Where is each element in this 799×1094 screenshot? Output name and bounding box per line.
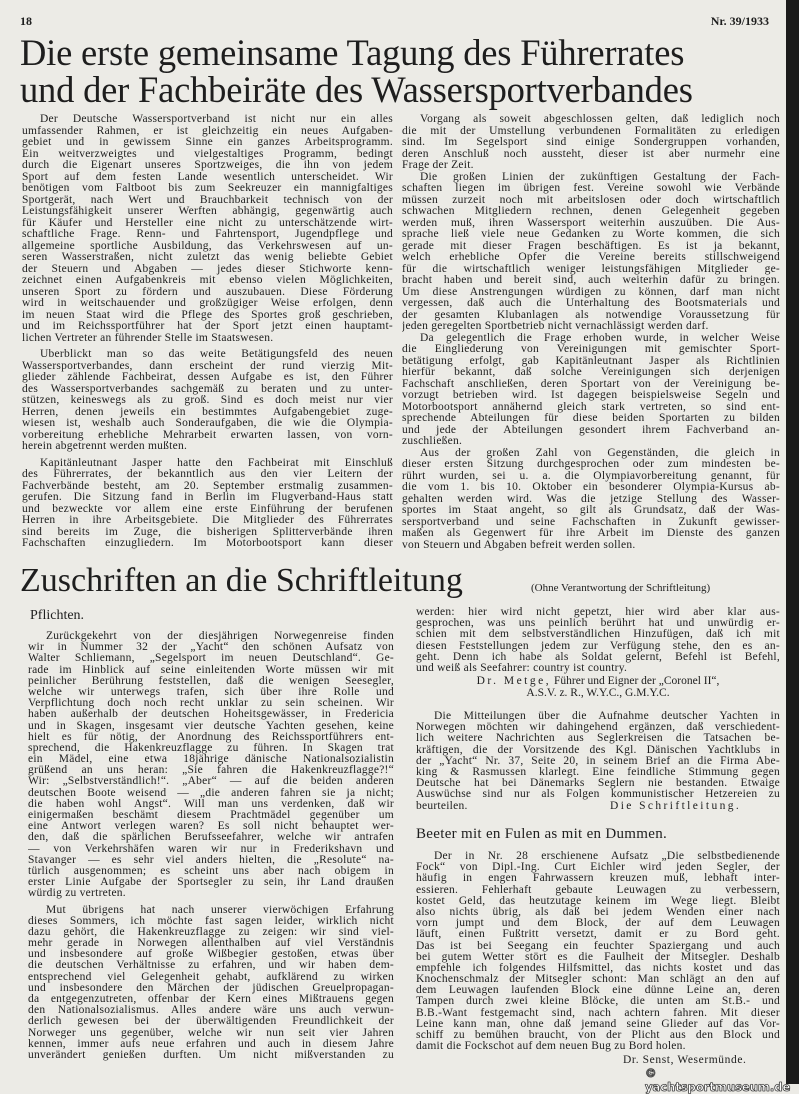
text-line: Herren in ihre Arbeitsgebiete. Die Mitglieder des Führerrates <box>22 515 393 526</box>
text-line: die deutschen Verhältnisse zu erfahren, und wir haben dem- <box>28 960 394 972</box>
text-line: dieses Sommers, ich möchte fast sagen leider, wirklich nicht <box>28 915 394 927</box>
text-line: jeden geregelten Sportbetrieb nicht vernachlässigt werden darf. <box>402 321 709 332</box>
text-line: Da gelegentlich die Frage erhoben wurde, in welcher Weise <box>420 332 780 344</box>
text-line: sind. Im Segelsport sind einige Sondergruppen vorhanden, <box>402 137 780 148</box>
text-line: die Eingliederung von Vereinigungen mit gemischter Sport- <box>402 344 780 355</box>
letter-left-column <box>28 631 394 1061</box>
text-line: Deutsche hat bei Dänemarks Seglern nie bestanden. Etwaige <box>416 778 780 790</box>
text-line: damit die Fockschot auf dem neuen Bug zu Bord holen. <box>416 1041 686 1053</box>
text-line: Verpflichtung doch noch recht unklar zu sein scheinen. Wir <box>28 698 394 710</box>
text-line: Fachschaften einzugliedern. Im Motorbootsport kann dieser <box>22 538 393 549</box>
text-line: derlich gewesen bei der überwältigenden Freundlichkeit der <box>28 1016 394 1028</box>
text-line: Vorgang als soweit abgeschlossen gelten, daß lediglich noch <box>420 114 780 125</box>
text-line: werden: hier wird nicht gepetzt, hier wird aber klar aus- <box>416 607 780 618</box>
text-line: rührt wurden, sei u. a. die Olympiavorbereitung genannt, für <box>402 470 780 482</box>
text-line: umfassender Rahmen, er ist gleichzeitig ein neues Aufgaben- <box>22 125 393 137</box>
text-line: und insbesondere den Märchen der jüdischen Greuelpropagan- <box>28 982 394 994</box>
text-line: welch erhebliche Opfer die Vereine bereits stillschweigend <box>402 252 780 263</box>
paragraph <box>22 349 393 453</box>
text-line: B.B.-Want festgemacht sind, nach achtern fahren. Mit dieser <box>416 1007 780 1019</box>
text-line: Fachschaft anschließen, deren Sportart von der Vereinigung be- <box>402 378 780 390</box>
text-line: schaften liegen im übrigen fest. Vereine sowohl wie Verbände <box>402 183 780 194</box>
text-line: Überblickt man so das weite Betätigungsfeld des neuen <box>40 349 393 360</box>
text-line: also nichts übrig, als daß bei jedem Wenden einer nach <box>416 906 780 918</box>
paragraph <box>416 607 780 674</box>
text-line: haben außerhalb der deutschen Hoheitsgewässer, in Fredericia <box>28 709 394 721</box>
text-line: gerade mit dieser Fragen beschäftigen. Es ist ja bekannt, <box>402 240 780 252</box>
text-line: gebiet und in gewissem Sinne ein ganzes Arbeitsprogramm. <box>22 137 393 148</box>
text-line: würdig zu vertreten. <box>28 888 126 900</box>
text-line: die mit der Umstellung verbundenen Formalitäten zu erledigen <box>402 125 780 137</box>
text-line: den Nationalsozialismus. Alles andere wäre uns auch verwun- <box>28 1005 394 1017</box>
text-line: king & Rasmussen klarlegt. Eine feindliche Stimmung gegen <box>416 766 780 778</box>
text-line: vorbereitung erhebliche Mehrarbeit erwarten lassen, von vorn- <box>22 429 393 441</box>
text-line: der Steuern und Abgaben — jedes dieser Stichworte kenn- <box>22 263 393 275</box>
text-line: entsprechend viel Gelegenheit gehabt, aufklärend zu wirken <box>28 971 394 983</box>
signature-role: Führer und Eigner der „Coronel II“, <box>553 675 720 687</box>
text-line: zuschließen. <box>402 436 463 447</box>
article-left-column <box>22 114 393 550</box>
text-line: Aus der großen Zahl von Gegenständen, die gleich in <box>420 447 780 459</box>
text-line: sind bereits im Zuge, die bisherigen Splitterverbände ihren <box>22 526 393 538</box>
text-line: unseren Sport zu fördern und auszubauen. Diese Förderung <box>22 286 393 298</box>
text-line: hierfür bekannt, daß solche Vereinigungen sich derjenigen <box>402 367 780 378</box>
text-line: Norweger uns gegenüber, welche wir nun seit vier Jahren <box>28 1027 394 1039</box>
text-line: schien mit dem selbstverständlichen Hinzufügen, daß ich mit <box>416 629 780 641</box>
text-line: betätigung erfolgt, gab Kapitänleutnant Jasper als Richtlinien <box>402 355 780 367</box>
text-line: Knochenschmalz der Mitsegler schont: Man schlägt an den auf <box>416 974 780 986</box>
text-line: der gesamten Klubanlagen als notwendige Voraussetzung für <box>402 309 780 321</box>
text-line: durch die Eigenart unseres Sportzweiges, die ihn von jedem <box>22 160 393 171</box>
text-line: Ein weitverzweigtes und vielgestaltiges Programm, bedingt <box>22 148 393 160</box>
text-line: schiff zu bemühen braucht, von der Plicht aus den Block und <box>416 1030 780 1041</box>
text-line: läuft, einen Fußtritt versetzt, damit er zu Bord geht. <box>416 929 780 941</box>
text-line: und jede der Abteilungen gesondert ihrem Fachverband an- <box>402 424 780 436</box>
article-title-line: Die erste gemeinsame Tagung des Führerrates <box>20 32 685 73</box>
text-line: und in Skagen, insgesamt vier deutsche Yachten gesehen, keine <box>28 720 394 732</box>
text-line: des Wassersportverbandes sachgemäß zu beraten und zu unter- <box>22 383 393 395</box>
paragraph <box>22 114 393 344</box>
text-line: Stavanger — es sehr viel anders hielten, die „Resolute“ na- <box>28 854 394 866</box>
text-line: unverändert genießen durften. Um nicht mißverstanden zu <box>28 1049 394 1061</box>
text-line: stützen, keineswegs als zu groß. Sind es doch meist nur vier <box>22 395 393 406</box>
text-line: deren Anschluß noch aussteht, dieser ist aber nurmehr eine <box>402 148 780 160</box>
text-line: Herren, denen jeweils ein bestimmtes Aufgabengebiet zuge- <box>22 406 393 418</box>
paragraph <box>28 905 394 1062</box>
text-line: glieder zählende Fachbeirat, dessen Aufgabe es ist, den Führer <box>22 372 393 383</box>
page-number: 18 <box>20 14 32 28</box>
paragraph <box>402 333 780 448</box>
text-line: kennen, immer aufs neue erfahren und auch in diesem Jahre <box>28 1038 394 1050</box>
text-line: diesen Feststellungen jedem zur Verfügung stehe, den es an- <box>416 640 780 652</box>
letter-signature: Dr. Senst, Wesermünde. <box>623 1054 747 1066</box>
text-line: da entgegenzutreten, offenbar der Kern eines Mißtrauens gegen <box>28 994 394 1005</box>
text-line: Der Deutsche Wassersportverband ist nicht nur ein alles <box>40 114 393 125</box>
text-line: dem Leuwagen laufenden Block eine dünne Leine an, deren <box>416 985 780 997</box>
text-line: Fock“ von Dipl.-Ing. Curt Eichler wird jeden Segler, der <box>416 862 780 874</box>
section-disclaimer: (Ohne Verantwortung der Schriftleitung) <box>531 582 711 594</box>
text-line: wiesen ist, weshalb auch Sonderaufgaben, die wie die Olympia- <box>22 418 393 429</box>
text-line: Kapitänleutnant Jasper hatte den Fachbeirat mit Einschluß <box>40 457 393 469</box>
text-line: und im Reichssportführer hat der Sport jetzt einen hauptamt- <box>22 321 393 332</box>
text-line: kräftigen, die der Vorsitzende des Kgl. Dänischen Yachtklubs in <box>416 744 780 756</box>
article-title <box>20 34 693 108</box>
text-line: Frage der Zeit. <box>402 160 474 171</box>
letter-continuation <box>416 607 780 674</box>
text-line: deutschen Boote weisend — „die anderen fahren sie ja nicht; <box>28 787 394 799</box>
text-line: wird in weitschauender und großzügiger Weise erfolgen, denn <box>22 298 393 309</box>
text-line: im neuen Staat wird die Pflege des Sportes groß geschrieben, <box>22 309 393 321</box>
signature-clubs: A.S.V. z. R., W.Y.C., G.M.Y.C. <box>526 686 670 699</box>
text-line: eine Antwort verlegen waren? Es soll nicht behauptet wer- <box>28 821 394 833</box>
text-line: gehalten werden wird. Was die jetzige Stellung des Wasser- <box>402 493 780 505</box>
text-line: — von Verkehrshäfen waren wir nur in Frederikshavn und <box>28 843 394 855</box>
text-line: werden muß, ihren Wassersport weiterhin auszuüben. Die Aus- <box>402 217 780 229</box>
article-title-line: und der Fachbeiräte des Wassersportverbandes <box>20 69 693 110</box>
text-line: Leine kann man, ohne daß jemand seine Glieder auf das Vor- <box>416 1018 780 1030</box>
text-line: und bezweckte vor allem eine erste Einführung der berufenen <box>22 503 393 515</box>
text-line: benötigen vom Faltboot bis zum Seekreuzer ein mannigfaltiges <box>22 183 393 194</box>
text-line: Das ist bei Seegang ein feuchter Spaziergang und auch <box>416 940 780 952</box>
text-line: einigermaßen beschämt diesem Prachtmädel gegenüber um <box>28 810 394 821</box>
text-line: die haben wohl Angst“. Will man uns verdenken, daß wir <box>28 798 394 810</box>
text-line: grüßend an uns heran: „Sie fahren die Hakenkreuzflagge?!“ <box>28 765 394 777</box>
text-line: Auswüchse sind nur als Folgen kommunistischer Hetzereien zu <box>416 789 780 801</box>
text-line: rade im Hinblick auf seine einleitenden Worte müssen wir mit <box>28 664 394 676</box>
text-line: den, daß die spärlichen Berufsseefahrer, welche wir antrafen <box>28 832 394 844</box>
text-line: essieren. Fehlerhaft gebaute Leuwagen zu verbessern, <box>416 884 780 896</box>
letter-heading: Pflichten. <box>30 608 85 623</box>
text-line: beurteilen. <box>416 800 468 812</box>
text-line: für die wirtschaftlich weniger leistungsfähigen Mitglieder ge- <box>402 263 780 275</box>
text-line: Sport auf dem festen Lande wesentlich unterscheidet. Wir <box>22 171 393 183</box>
text-line: dieser ersten Sitzung durchgesprochen oder zum mindesten be- <box>402 459 780 470</box>
text-line: und weiß als Seefahrer: country ist country. <box>416 662 628 674</box>
text-line: Norwegen möchten wir dahingehend ergänzen, daß verschiedent- <box>416 722 780 734</box>
paragraph <box>28 631 394 900</box>
text-line: Die Mitteilungen über die Aufnahme deutscher Yachten in <box>434 711 780 722</box>
text-line: schwachen Mitgliedern rechnen, denen Gelegenheit gegeben <box>402 206 780 217</box>
text-line: und insbesondere auf große Wißbegier gestoßen, etwas über <box>28 949 394 961</box>
text-line: vergessen, daß auch die Unterhaltung des Bootsmaterials und <box>402 298 780 309</box>
text-line: Um diese Anstrengungen würdigen zu können, darf man nicht <box>402 286 780 298</box>
text-line: maßen als Gegenwert für ihre Arbeit im Dienste des ganzen <box>402 528 780 539</box>
text-line: Motorbootsport annähernd gleich stark vertreten, so sind ent- <box>402 401 780 413</box>
paragraph <box>402 172 780 333</box>
text-line: herein abgetrennt werden mußten. <box>22 441 188 452</box>
text-line: sportes im Staat angeht, so gilt als Grundsatz, daß der Was- <box>402 505 780 516</box>
text-line: sprache ließ viele neue Gedanken zu Worte kommen, die sich <box>402 229 780 240</box>
text-line: allgemeine sportliche Ausbildung, das Verkehrswesen auf un- <box>22 240 393 252</box>
text-line: Wassersportverbandes, dann erscheint der rund vierzig Mit- <box>22 360 393 372</box>
signature-name: Dr. Metge, <box>476 675 552 687</box>
text-line: Wir: „Selbstverständlich!“. „Aber“ — auf die beiden anderen <box>28 776 394 788</box>
text-line: peinlicher Berührung feststellen, daß die wenigen Seesegler, <box>28 675 394 687</box>
scan-page-edge <box>786 0 799 1084</box>
text-line: sprechende Abteilungen für diese beiden Sportarten zu bilden <box>402 413 780 424</box>
text-line: zeichnet einen Aufgabenkreis mit ebenso vielen Möglichkeiten, <box>22 275 393 286</box>
letter-heading: Beeter mit en Fulen as mit en Dummen. <box>416 826 668 842</box>
text-line: seren Wasserstraßen, nicht zuletzt das wenig beliebte Gebiet <box>22 252 393 263</box>
text-line: schaftliche Frage. Renn- und Fahrtensport, Jugendpflege und <box>22 229 393 240</box>
text-line: vorzugt betrieben wird. Ist dagegen beispielsweise Segeln und <box>402 390 780 401</box>
text-line: bei gutem Wetter stört es die Faulheit der Mitsegler. Deshalb <box>416 951 780 963</box>
watermark: © yachtsportmuseum.de <box>645 1066 791 1094</box>
text-line: Sportgerät, nach Wert und Brauchbarkeit technisch von der <box>22 194 393 206</box>
article-right-column <box>402 114 780 551</box>
text-line: bracht haben und bereit sind, auch weiterhin dafür zu bringen. <box>402 275 780 286</box>
text-line: kostet Geld, das heutzutage keinem im Wege liegt. Bleibt <box>416 895 780 907</box>
text-line: welche wir unterwegs trafen, sich über ihre Rolle und <box>28 686 394 698</box>
text-line: von Steuern und Abgaben befreit werden sollen. <box>402 539 636 551</box>
text-line: sprechend, die Hakenkreuzflagge zu führen. In Skagen trat <box>28 742 394 754</box>
letter-signature <box>416 676 780 699</box>
letter-body <box>416 851 780 1052</box>
text-line: häufig in engen Fahrwassern kreuzen muß, lebhaft inter- <box>416 873 780 885</box>
text-line: Zurückgekehrt von der diesjährigen Norwegenreise finden <box>46 631 394 642</box>
paragraph <box>416 851 780 1052</box>
editorial-signature: Die Schriftleitung. <box>610 800 742 812</box>
paragraph <box>22 458 393 550</box>
text-line: Mut übrigens hat nach unserer vierwöchigen Erfahrung <box>46 904 394 916</box>
text-line: dazu gehört, die Hakenkreuzflagge zu zeigen: wir sind viel- <box>28 926 394 938</box>
editorial-note <box>416 711 780 812</box>
issue-number: Nr. 39/1933 <box>710 14 769 28</box>
text-line: Leistungsfähigkeit unserer Werften abhängig, gegenwärtig auch <box>22 206 393 217</box>
text-line: müssen zurzeit noch mit arbeitslosen oder doch wirtschaftlich <box>402 194 780 206</box>
text-line: Die großen Linien der zukünftigen Gestaltung der Fach- <box>420 171 780 183</box>
text-line: Tampen durch zwei kleine Blöcke, die unten am St.B.- und <box>416 996 780 1008</box>
text-line: des Führerrates, der bekanntlich aus den vier Leitern der <box>22 469 393 480</box>
text-line: wir in Nummer 32 der „Yacht“ den schönen Aufsatz von <box>28 642 394 654</box>
text-line: hielt es für nötig, der Anordnung des Reichssportführers ent- <box>28 731 394 743</box>
text-line: türlich ausgenommen; es scheint uns aber nach obigem in <box>28 865 394 877</box>
text-line: die vom 1. bis 10. Oktober ein besonderer Olympia-Kursus ab- <box>402 482 780 493</box>
paragraph <box>402 448 780 552</box>
text-line: gerufen. Die Sitzung fand in Berlin im Flugverband-Haus statt <box>22 492 393 503</box>
text-line: gesprochen, was uns peinlich berührt hat und unwürdig er- <box>416 618 780 630</box>
paragraph <box>402 114 780 172</box>
text-line: lichen Vertreter an führender Stelle im Staatswesen. <box>22 332 274 344</box>
text-line: sersportverband und seine Fachschaften in Zukunft gewisser- <box>402 516 780 528</box>
section-title: Zuschriften an die Schriftleitung <box>20 562 463 599</box>
text-line: Der in Nr. 28 erschienene Aufsatz „Die selbstbedienende <box>434 851 780 862</box>
text-line: empfehle ich folgendes Hilfsmittel, das nichts kostet und das <box>416 962 780 974</box>
text-line: erster Linie Aufgabe der Sportsegler zu sein, ihr Land draußen <box>28 877 394 889</box>
text-line: der „Yacht“ Nr. 37, Seite 20, in seinem Brief an die Firma Abe- <box>416 755 780 767</box>
text-line: lich weitere Nachrichten aus Seglerkreisen die Tatsachen be- <box>416 733 780 745</box>
paragraph <box>416 711 780 812</box>
text-line: Fachverbände besteht, am 20. September erstmalig zusammen- <box>22 480 393 492</box>
text-line: mehr gerade in Norwegen allenthalben auf viel Verständnis <box>28 938 394 950</box>
text-line: für Käufer und Hersteller eine nicht zu unterschätzende wirt- <box>22 217 393 229</box>
text-line: Walter Schliemann, „Segelsport im neuen Deutschland“. Ge- <box>28 653 394 665</box>
text-line: geht. Denn ich habe als Soldat gelernt, Befehl ist Befehl, <box>416 651 780 663</box>
text-line: ein Mädel, eine etwa 18jährige dänische Nationalsozialistin <box>28 754 394 766</box>
text-line: vorn jumpt und dem Block, der auf dem Leuwagen <box>416 918 780 930</box>
